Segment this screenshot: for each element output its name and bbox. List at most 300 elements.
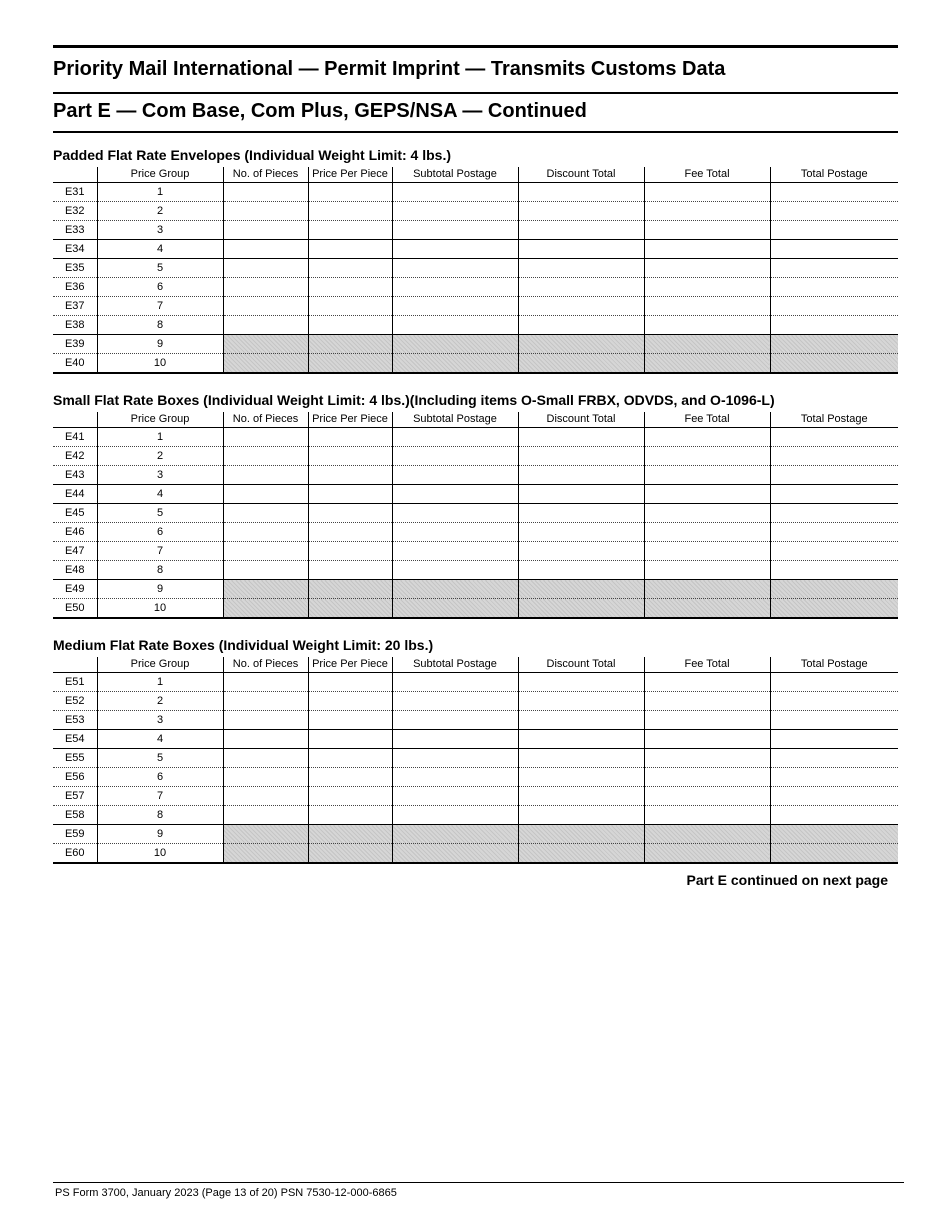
price-group: 7 [97,787,223,806]
section-title: Padded Flat Rate Envelopes (Individual Weight Limit: 4 lbs.) [53,147,452,163]
rate-section [53,146,898,374]
subtotal-postage-cell [392,844,518,864]
pieces-cell[interactable] [223,183,308,202]
price-group: 5 [97,504,223,523]
line-number: E37 [53,297,97,316]
subtotal-postage-cell[interactable] [392,221,518,240]
subtotal-postage-cell[interactable] [392,428,518,447]
column-header: Fee Total [644,167,770,183]
discount-total-cell [518,354,644,374]
total-postage-cell[interactable] [770,523,898,542]
subtotal-postage-cell [392,825,518,844]
pieces-cell[interactable] [223,466,308,485]
pieces-cell[interactable] [223,768,308,787]
column-header: Price Group [97,412,223,428]
price-group: 5 [97,259,223,278]
total-postage-cell[interactable] [770,259,898,278]
line-number: E46 [53,523,97,542]
line-number: E54 [53,730,97,749]
price-group: 8 [97,806,223,825]
table-row [53,673,898,692]
fee-total-cell[interactable] [644,297,770,316]
fee-total-cell[interactable] [644,202,770,221]
total-postage-cell[interactable] [770,542,898,561]
discount-total-cell[interactable] [518,485,644,504]
table-row [53,354,898,374]
discount-total-cell[interactable] [518,730,644,749]
continued-note: Part E continued on next page [686,872,888,888]
rate-table [53,657,898,864]
price-group: 10 [97,844,223,864]
line-number: E41 [53,428,97,447]
line-number: E49 [53,580,97,599]
discount-total-cell [518,599,644,619]
pieces-cell [223,580,308,599]
price-per-piece-cell[interactable] [308,466,392,485]
line-number: E60 [53,844,97,864]
pieces-cell[interactable] [223,561,308,580]
subtotal-postage-cell[interactable] [392,787,518,806]
total-postage-cell [770,335,898,354]
line-number: E45 [53,504,97,523]
total-postage-cell[interactable] [770,787,898,806]
subtotal-postage-cell[interactable] [392,542,518,561]
pieces-cell [223,844,308,864]
section-title: Small Flat Rate Boxes (Individual Weight Limit: 4 lbs.)(Including items O-Small FRBX, ODVDS, and O-1096-L) [53,392,775,408]
price-group: 4 [97,730,223,749]
subtotal-postage-cell[interactable] [392,183,518,202]
fee-total-cell [644,599,770,619]
column-header: No. of Pieces [223,657,308,673]
fee-total-cell[interactable] [644,466,770,485]
price-group: 3 [97,221,223,240]
price-group: 4 [97,240,223,259]
price-per-piece-cell [308,335,392,354]
total-postage-cell[interactable] [770,692,898,711]
fee-total-cell[interactable] [644,485,770,504]
table-row [53,806,898,825]
rate-table [53,167,898,374]
fee-total-cell[interactable] [644,183,770,202]
price-per-piece-cell[interactable] [308,561,392,580]
column-header: Price Per Piece [308,412,392,428]
table-row [53,202,898,221]
price-group: 6 [97,523,223,542]
price-per-piece-cell[interactable] [308,428,392,447]
subtotal-postage-cell[interactable] [392,504,518,523]
pieces-cell [223,599,308,619]
discount-total-cell[interactable] [518,768,644,787]
column-header: Fee Total [644,657,770,673]
price-per-piece-cell[interactable] [308,240,392,259]
line-number: E51 [53,673,97,692]
total-postage-cell [770,354,898,374]
price-per-piece-cell[interactable] [308,523,392,542]
pieces-cell[interactable] [223,806,308,825]
fee-total-cell[interactable] [644,711,770,730]
section-title: Medium Flat Rate Boxes (Individual Weight Limit: 20 lbs.) [53,637,434,653]
fee-total-cell[interactable] [644,806,770,825]
subtotal-postage-cell[interactable] [392,485,518,504]
total-postage-cell[interactable] [770,316,898,335]
table-row [53,692,898,711]
fee-total-cell[interactable] [644,692,770,711]
pieces-cell[interactable] [223,787,308,806]
total-postage-cell[interactable] [770,183,898,202]
table-row [53,580,898,599]
pieces-cell[interactable] [223,259,308,278]
total-postage-cell[interactable] [770,466,898,485]
table-row [53,428,898,447]
price-group: 8 [97,561,223,580]
rate-section [53,391,898,619]
subtotal-postage-cell[interactable] [392,447,518,466]
column-header: Price Per Piece [308,167,392,183]
part-heading: Part E — Com Base, Com Plus, GEPS/NSA — Continued [53,100,587,122]
pieces-cell[interactable] [223,297,308,316]
line-number: E44 [53,485,97,504]
pieces-cell[interactable] [223,711,308,730]
pieces-cell [223,825,308,844]
table-row [53,599,898,619]
total-postage-cell[interactable] [770,297,898,316]
line-number: E42 [53,447,97,466]
total-postage-cell [770,825,898,844]
price-per-piece-cell[interactable] [308,806,392,825]
price-group: 9 [97,335,223,354]
price-group: 8 [97,316,223,335]
pieces-cell[interactable] [223,428,308,447]
discount-total-cell [518,335,644,354]
fee-total-cell[interactable] [644,787,770,806]
total-postage-cell[interactable] [770,673,898,692]
fee-total-cell [644,580,770,599]
pieces-cell[interactable] [223,542,308,561]
table-row [53,221,898,240]
fee-total-cell[interactable] [644,749,770,768]
line-number: E35 [53,259,97,278]
line-number: E32 [53,202,97,221]
price-per-piece-cell[interactable] [308,297,392,316]
subtotal-postage-cell [392,354,518,374]
total-postage-cell[interactable] [770,240,898,259]
rate-section [53,636,898,864]
fee-total-cell [644,335,770,354]
line-number: E48 [53,561,97,580]
column-header: Discount Total [518,167,644,183]
discount-total-cell[interactable] [518,523,644,542]
price-group: 2 [97,447,223,466]
column-header: Price Group [97,167,223,183]
discount-total-cell[interactable] [518,259,644,278]
pieces-cell[interactable] [223,749,308,768]
column-header: Total Postage [770,657,898,673]
line-number: E39 [53,335,97,354]
price-per-piece-cell[interactable] [308,504,392,523]
discount-total-cell[interactable] [518,711,644,730]
fee-total-cell [644,844,770,864]
table-row [53,485,898,504]
subtotal-postage-cell[interactable] [392,561,518,580]
column-header: Price Group [97,657,223,673]
discount-total-cell[interactable] [518,466,644,485]
subtotal-postage-cell [392,335,518,354]
price-per-piece-cell[interactable] [308,447,392,466]
subtotal-postage-cell[interactable] [392,673,518,692]
fee-total-cell[interactable] [644,240,770,259]
total-postage-cell[interactable] [770,278,898,297]
price-per-piece-cell[interactable] [308,730,392,749]
price-group: 10 [97,354,223,374]
column-header: No. of Pieces [223,412,308,428]
subtotal-postage-cell[interactable] [392,466,518,485]
pieces-cell[interactable] [223,240,308,259]
table-row [53,749,898,768]
discount-total-cell[interactable] [518,183,644,202]
column-header: Fee Total [644,412,770,428]
fee-total-cell[interactable] [644,278,770,297]
line-number: E50 [53,599,97,619]
line-number: E43 [53,466,97,485]
price-group: 2 [97,202,223,221]
pieces-cell[interactable] [223,523,308,542]
column-header: Price Per Piece [308,657,392,673]
table-row [53,504,898,523]
pieces-cell[interactable] [223,692,308,711]
price-group: 1 [97,183,223,202]
subtotal-postage-cell[interactable] [392,768,518,787]
table-row [53,447,898,466]
price-per-piece-cell[interactable] [308,768,392,787]
discount-total-cell[interactable] [518,806,644,825]
discount-total-cell[interactable] [518,504,644,523]
fee-total-cell [644,354,770,374]
discount-total-cell[interactable] [518,692,644,711]
subtotal-postage-cell[interactable] [392,278,518,297]
total-postage-cell[interactable] [770,504,898,523]
fee-total-cell[interactable] [644,504,770,523]
price-per-piece-cell [308,580,392,599]
column-header: Total Postage [770,167,898,183]
fee-total-cell[interactable] [644,768,770,787]
subtotal-postage-cell[interactable] [392,749,518,768]
line-number: E58 [53,806,97,825]
pieces-cell[interactable] [223,278,308,297]
column-header: Subtotal Postage [392,657,518,673]
price-group: 7 [97,542,223,561]
table-row [53,844,898,864]
top-rule [53,45,898,48]
total-postage-cell[interactable] [770,221,898,240]
price-group: 10 [97,599,223,619]
pieces-cell[interactable] [223,316,308,335]
pieces-cell[interactable] [223,504,308,523]
pieces-cell [223,335,308,354]
price-group: 3 [97,711,223,730]
price-per-piece-cell [308,844,392,864]
subtotal-postage-cell[interactable] [392,806,518,825]
price-per-piece-cell [308,599,392,619]
price-per-piece-cell[interactable] [308,278,392,297]
subtotal-postage-cell[interactable] [392,711,518,730]
price-group: 6 [97,278,223,297]
discount-total-cell[interactable] [518,240,644,259]
fee-total-cell[interactable] [644,730,770,749]
fee-total-cell[interactable] [644,428,770,447]
table-row [53,825,898,844]
price-group: 3 [97,466,223,485]
price-per-piece-cell[interactable] [308,259,392,278]
column-header [53,657,97,673]
price-group: 1 [97,428,223,447]
table-row [53,316,898,335]
price-per-piece-cell[interactable] [308,542,392,561]
fee-total-cell[interactable] [644,561,770,580]
table-row [53,542,898,561]
table-row [53,278,898,297]
pieces-cell[interactable] [223,202,308,221]
subtotal-postage-cell[interactable] [392,316,518,335]
subtotal-postage-cell[interactable] [392,202,518,221]
column-header: Subtotal Postage [392,412,518,428]
fee-total-cell[interactable] [644,523,770,542]
table-row [53,335,898,354]
discount-total-cell [518,844,644,864]
subtotal-postage-cell[interactable] [392,259,518,278]
table-row [53,297,898,316]
price-group: 4 [97,485,223,504]
table-row [53,768,898,787]
price-group: 7 [97,297,223,316]
price-per-piece-cell[interactable] [308,202,392,221]
total-postage-cell[interactable] [770,711,898,730]
table-row [53,259,898,278]
form-footer: PS Form 3700, January 2023 (Page 13 of 20) PSN 7530-12-000-6865 [55,1187,397,1199]
fee-total-cell [644,825,770,844]
subtotal-postage-cell[interactable] [392,730,518,749]
footer-rule [53,1182,904,1183]
fee-total-cell[interactable] [644,259,770,278]
pieces-cell[interactable] [223,485,308,504]
price-group: 2 [97,692,223,711]
discount-total-cell[interactable] [518,787,644,806]
table-row [53,787,898,806]
line-number: E59 [53,825,97,844]
subtotal-postage-cell[interactable] [392,692,518,711]
discount-total-cell[interactable] [518,202,644,221]
fee-total-cell[interactable] [644,447,770,466]
total-postage-cell[interactable] [770,730,898,749]
total-postage-cell[interactable] [770,485,898,504]
discount-total-cell[interactable] [518,542,644,561]
line-number: E34 [53,240,97,259]
price-per-piece-cell[interactable] [308,183,392,202]
discount-total-cell[interactable] [518,316,644,335]
price-per-piece-cell [308,354,392,374]
price-per-piece-cell[interactable] [308,787,392,806]
rate-table [53,412,898,619]
fee-total-cell[interactable] [644,542,770,561]
subtotal-postage-cell [392,599,518,619]
column-header: No. of Pieces [223,167,308,183]
price-per-piece-cell[interactable] [308,316,392,335]
line-number: E36 [53,278,97,297]
total-postage-cell[interactable] [770,447,898,466]
total-postage-cell[interactable] [770,768,898,787]
price-per-piece-cell[interactable] [308,221,392,240]
subtotal-postage-cell[interactable] [392,297,518,316]
table-row [53,240,898,259]
price-per-piece-cell[interactable] [308,749,392,768]
discount-total-cell [518,825,644,844]
discount-total-cell[interactable] [518,749,644,768]
discount-total-cell [518,580,644,599]
pieces-cell[interactable] [223,673,308,692]
fee-total-cell[interactable] [644,673,770,692]
pieces-cell[interactable] [223,221,308,240]
discount-total-cell[interactable] [518,673,644,692]
line-number: E38 [53,316,97,335]
column-header: Discount Total [518,412,644,428]
pieces-cell [223,354,308,374]
total-postage-cell[interactable] [770,202,898,221]
subtotal-postage-cell [392,580,518,599]
total-postage-cell[interactable] [770,428,898,447]
table-row [53,183,898,202]
total-postage-cell[interactable] [770,749,898,768]
price-per-piece-cell [308,825,392,844]
subtotal-postage-cell[interactable] [392,240,518,259]
pieces-cell[interactable] [223,447,308,466]
line-number: E52 [53,692,97,711]
fee-total-cell[interactable] [644,316,770,335]
line-number: E31 [53,183,97,202]
total-postage-cell[interactable] [770,806,898,825]
fee-total-cell[interactable] [644,221,770,240]
price-group: 6 [97,768,223,787]
line-number: E47 [53,542,97,561]
discount-total-cell[interactable] [518,221,644,240]
total-postage-cell [770,599,898,619]
price-per-piece-cell[interactable] [308,485,392,504]
discount-total-cell[interactable] [518,561,644,580]
title-rule [53,92,898,94]
price-per-piece-cell[interactable] [308,711,392,730]
discount-total-cell[interactable] [518,297,644,316]
line-number: E33 [53,221,97,240]
column-header: Total Postage [770,412,898,428]
total-postage-cell[interactable] [770,561,898,580]
line-number: E55 [53,749,97,768]
discount-total-cell[interactable] [518,278,644,297]
column-header [53,167,97,183]
table-row [53,730,898,749]
discount-total-cell[interactable] [518,447,644,466]
pieces-cell[interactable] [223,730,308,749]
subtotal-postage-cell[interactable] [392,523,518,542]
price-per-piece-cell[interactable] [308,673,392,692]
discount-total-cell[interactable] [518,428,644,447]
price-per-piece-cell[interactable] [308,692,392,711]
table-row [53,561,898,580]
column-header: Discount Total [518,657,644,673]
price-group: 5 [97,749,223,768]
line-number: E53 [53,711,97,730]
price-group: 1 [97,673,223,692]
table-row [53,466,898,485]
price-group: 9 [97,825,223,844]
line-number: E56 [53,768,97,787]
